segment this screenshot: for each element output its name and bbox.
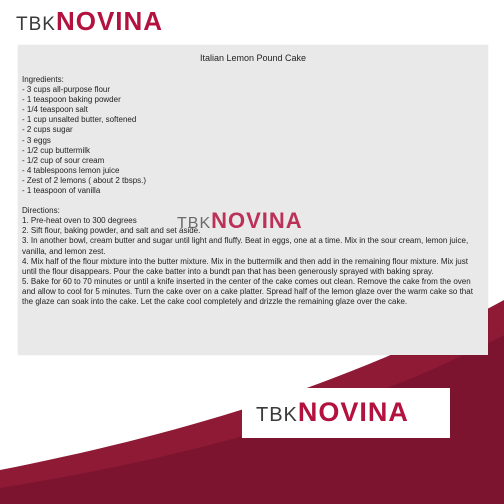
direction-step: 3. In another bowl, cream butter and sugar until light and fluffy. Beat in eggs, one at a time. Mix in the sour cream, lemon juice, vanilla, and lemon zest. <box>22 236 469 256</box>
watermark-novina-text: NOVINA <box>211 208 303 233</box>
ingredients-heading: Ingredients: <box>22 75 64 84</box>
ingredient-item: - Zest of 2 lemons ( about 2 tbsps.) <box>22 175 147 185</box>
directions-heading: Directions: <box>22 206 60 216</box>
recipe-body <box>22 75 482 307</box>
logo-tbk-text: TBK <box>256 404 298 426</box>
ingredient-item: - 1 teaspoon of vanilla <box>22 186 101 196</box>
tbk-novina-logo-top <box>16 6 163 40</box>
direction-step: 5. Bake for 60 to 70 minutes or until a knife inserted in the center of the cake comes out clean. Remove the cake from the oven and allow to cool for 5 minutes. Turn the cake over on a cake platter. Spread half of the lemon glaze over the warm cake so that the glaze can soak into the cake. Let the cake cool completely and drizzle the remaining glaze over the cake. <box>22 276 473 306</box>
tbk-novina-logo-bottom <box>242 388 450 438</box>
logo-tbk-text: TBK <box>16 14 56 35</box>
ingredient-item: - 4 tablespoons lemon juice <box>22 165 120 175</box>
section-spacer <box>22 196 482 206</box>
direction-step: 4. Mix half of the flour mixture into the butter mixture. Mix in the buttermilk and then add in the remaining flour mixture. Mix just until the flour disappears. Pour the cake batter into a bundt pan that has been generously sprayed with baking spray. <box>22 256 468 276</box>
ingredient-item: - 3 eggs <box>22 135 51 145</box>
recipe-card <box>18 45 488 355</box>
logo-novina-text: NOVINA <box>297 397 409 427</box>
direction-step: 1. Pre-heat oven to 300 degrees <box>22 216 137 226</box>
ingredient-item: - 2 cups sugar <box>22 125 73 135</box>
ingredient-item: - 1/2 cup of sour cream <box>22 155 105 165</box>
ingredient-item: - 1 cup unsalted butter, softened <box>22 115 137 125</box>
watermark-logo <box>177 208 303 234</box>
recipe-title: Italian Lemon Pound Cake <box>199 53 307 63</box>
ingredient-item: - 1/4 teaspoon salt <box>22 105 88 115</box>
logo-novina-text: NOVINA <box>55 6 164 36</box>
watermark-tbk-text: TBK <box>177 215 212 232</box>
ingredient-item: - 1/2 cup buttermilk <box>22 145 91 155</box>
ingredient-item: - 1 teaspoon baking powder <box>22 95 121 105</box>
direction-step: 2. Sift flour, baking powder, and salt and set aside. <box>22 226 201 236</box>
ingredient-item: - 3 cups all-purpose flour <box>22 85 111 95</box>
